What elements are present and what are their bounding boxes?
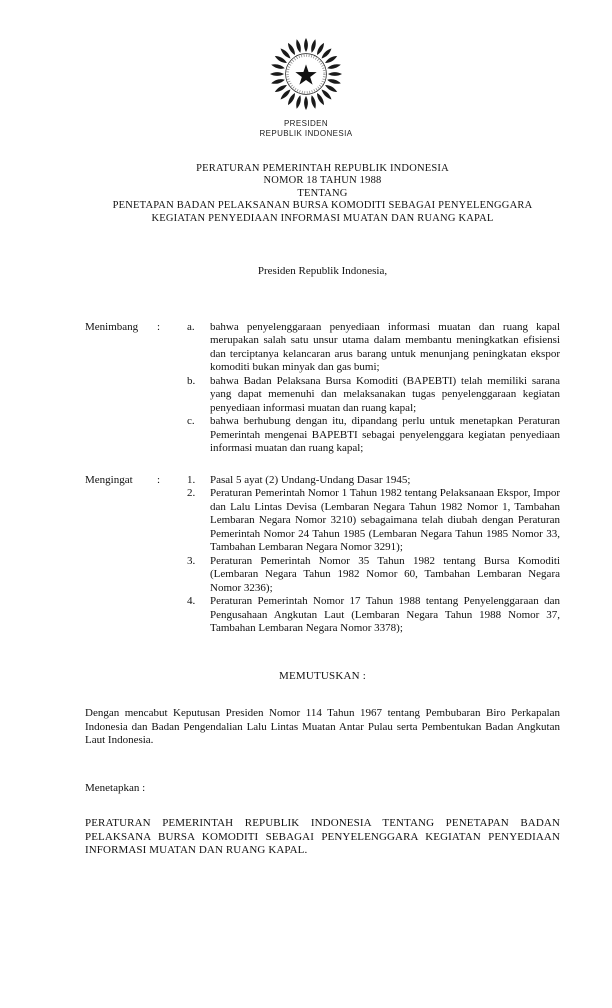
memutuskan-heading: MEMUTUSKAN :	[278, 669, 367, 682]
presidential-star-wreath-emblem-icon	[262, 34, 350, 114]
menimbang-item-c	[187, 415, 560, 456]
item-text: bahwa berhubung dengan itu, dipandang perlu untuk menetapkan Peraturan Pemerintah mengenai BAPEBTI sebagai penyelenggara kegiatan penyediaan informasi muatan dan ruang kapal;	[210, 415, 560, 454]
revocation-paragraph: Dengan mencabut Keputusan Presiden Nomor 114 Tahun 1967 tentang Pembubaran Biro Perkapalan Indonesia dan Badan Pengendalian Lalu Lintas Muatan Antar Pulau serta Pembentukan Badan Angkutan Laut Indonesia.	[85, 707, 560, 746]
title-line-3: TENTANG	[297, 187, 348, 199]
mengingat-item-3	[187, 555, 560, 596]
item-text: bahwa penyelenggaraan penyediaan informasi muatan dan ruang kapal merupakan salah satu unsur utama dalam membantu meningkatkan efisiensi dan terciptanya kelancaran arus barang untuk menunjang peningkatan ekspor komoditi bukan minyak dan gas bumi;	[210, 320, 560, 373]
item-marker: 3.	[187, 554, 196, 567]
item-marker: a.	[187, 320, 195, 333]
menimbang-items	[187, 321, 560, 456]
title-line-2: NOMOR 18 TAHUN 1988	[263, 175, 382, 186]
salutation: Presiden Republik Indonesia,	[257, 265, 388, 277]
document-title	[85, 163, 560, 226]
mengingat-item-4	[187, 595, 560, 636]
mengingat-section	[85, 474, 560, 636]
item-text: Pasal 5 ayat (2) Undang-Undang Dasar 1945;	[210, 473, 411, 486]
letterhead-republik-indonesia: REPUBLIK INDONESIA	[259, 128, 353, 138]
menimbang-label: Menimbang	[85, 320, 139, 333]
item-text: Peraturan Pemerintah Nomor 35 Tahun 1982 tentang Bursa Komoditi (Lembaran Negara Tahun 1982 Nomor 60, Tambahan Lembaran Negara Nomor 3236);	[210, 554, 560, 594]
menetapkan-body: PERATURAN PEMERINTAH REPUBLIK INDONESIA TENTANG PENETAPAN BADAN PELAKSANA BURSA KOMODITI SEBAGAI PENYELENGGARA KEGIATAN PENYEDIAAN INFORMASI MUATAN DAN RUANG KAPAL.	[85, 817, 560, 856]
letterhead	[0, 34, 612, 139]
item-marker: b.	[187, 374, 196, 387]
item-marker: c.	[187, 415, 195, 427]
menimbang-item-b	[187, 375, 560, 416]
item-text: Peraturan Pemerintah Nomor 1 Tahun 1982 tentang Pelaksanaan Ekspor, Impor dan Lalu Lintas Devisa (Lembaran Negara Tahun 1982 Nomor 1, Tambahan Lembaran Negara Nomor 3210) sebagaimana telah diubah dengan Peraturan Pemerintah Nomor 24 Tahun 1985 (Lembaran Negara Tahun 1985 Nomor 33, Tambahan Lembaran Negara Nomor 3291);	[210, 487, 560, 553]
item-text: bahwa Badan Pelaksana Bursa Komoditi (BAPEBTI) telah memiliki sarana yang dapat memenuhi dan melaksanakan tugas penyelenggaraan kegiatan penyediaan informasi muatan dan ruang kapal;	[210, 374, 560, 414]
mengingat-colon: :	[157, 473, 161, 486]
menimbang-section	[85, 321, 560, 456]
mengingat-items	[187, 474, 560, 636]
item-marker: 1.	[187, 473, 196, 486]
item-text: Peraturan Pemerintah Nomor 17 Tahun 1988 tentang Penyelenggaraan dan Pengusahaan Angkutan Laut (Lembaran Negara Tahun 1988 Nomor 37, Tambahan Lembaran Negara Nomor 3378);	[210, 595, 560, 634]
title-line-5: KEGIATAN PENYEDIAAN INFORMASI MUATAN DAN RUANG KAPAL	[151, 212, 494, 224]
mengingat-label: Mengingat	[85, 473, 133, 486]
item-marker: 4.	[187, 595, 196, 607]
menimbang-colon: :	[157, 320, 161, 333]
item-marker: 2.	[187, 487, 196, 499]
mengingat-item-2	[187, 487, 560, 555]
title-line-4: PENETAPAN BADAN PELAKSANAN BURSA KOMODITI SEBAGAI PENYELENGGARA	[112, 200, 533, 211]
menetapkan-label: Menetapkan :	[85, 781, 146, 794]
letterhead-presiden: PRESIDEN	[283, 118, 329, 128]
title-line-1: PERATURAN PEMERINTAH REPUBLIK INDONESIA	[196, 162, 449, 174]
mengingat-item-1	[187, 474, 560, 488]
menimbang-item-a	[187, 321, 560, 375]
